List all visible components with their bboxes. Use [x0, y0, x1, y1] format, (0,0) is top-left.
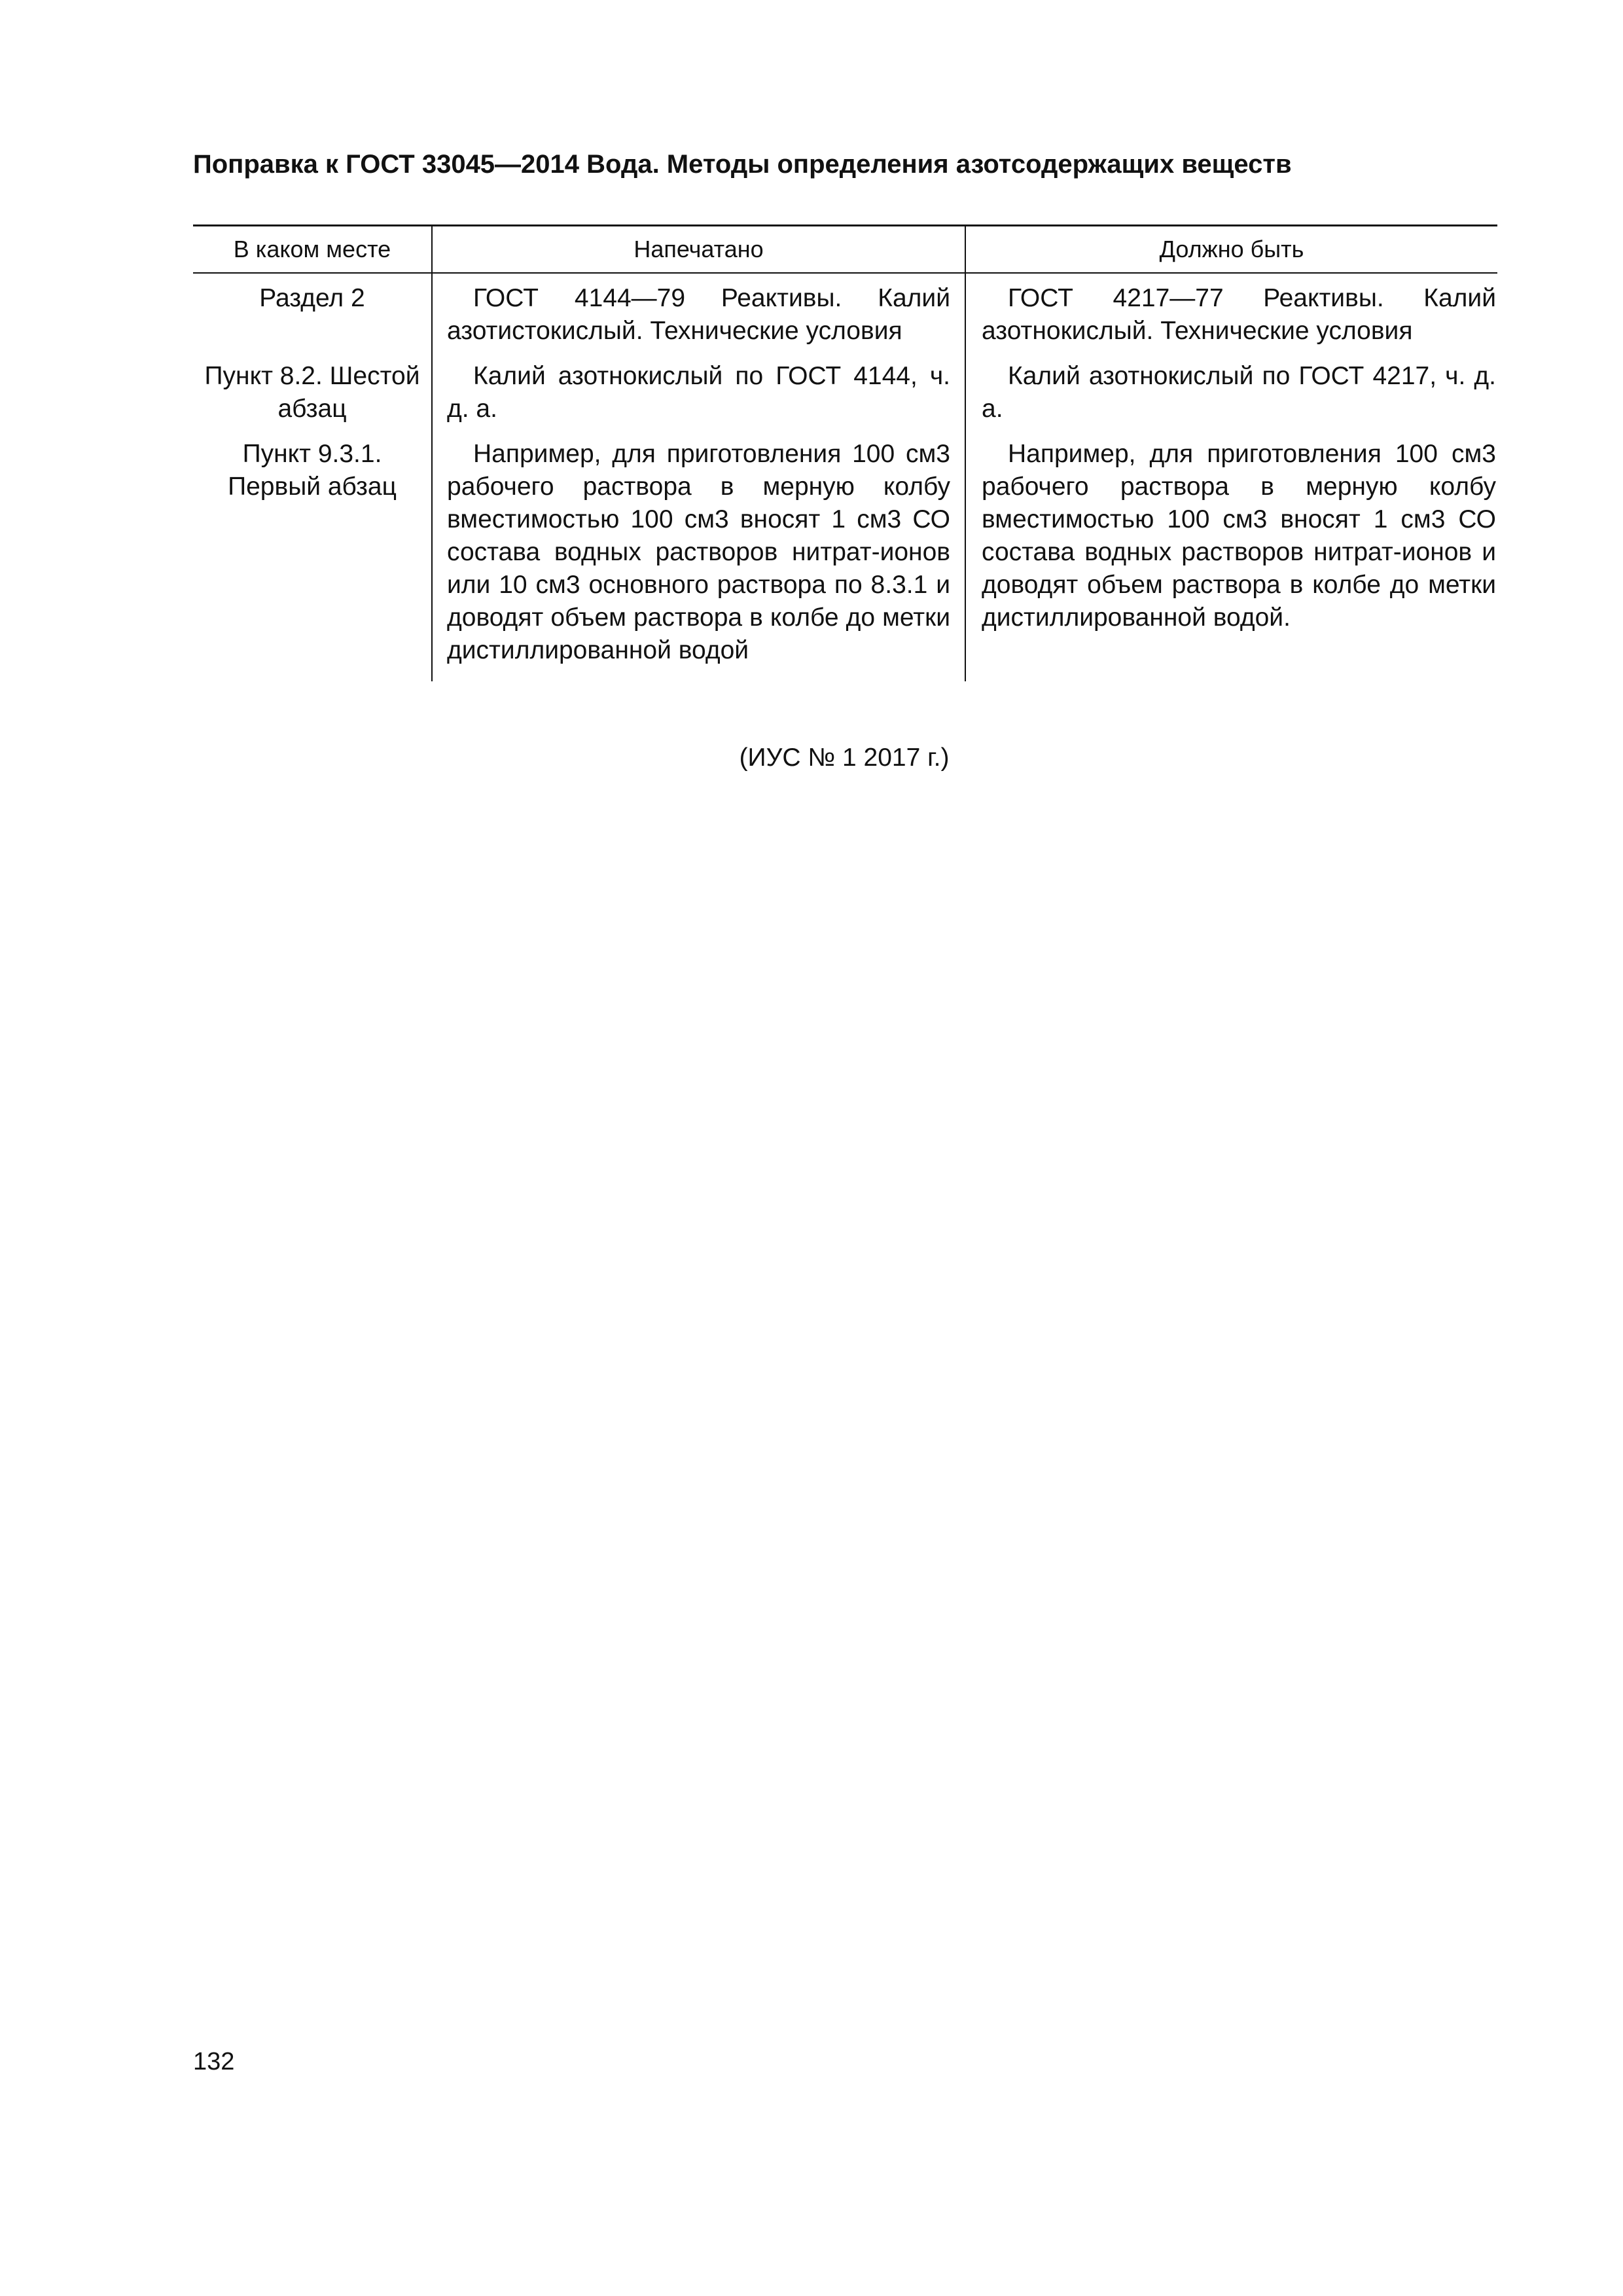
cell-should-be: ГОСТ 4217—77 Реактивы. Калий азотнокислый. Технические условия [965, 273, 1497, 351]
table-row [193, 429, 1497, 681]
correction-table [193, 224, 1497, 681]
cell-printed: Например, для приготовления 100 см3 рабочего раствора в мерную колбу вместимостью 100 см3 вносят 1 см3 СО состава водных растворов нитрат-ионов или 10 см3 основного раствора по 8.3.1 и доводят объем раствора в колбе до метки дистиллированной водой [432, 429, 965, 681]
cell-printed: ГОСТ 4144—79 Реактивы. Калий азотистокислый. Технические условия [432, 273, 965, 351]
table-row [193, 351, 1497, 429]
table-row [193, 273, 1497, 351]
source-note: (ИУС № 1 2017 г.) [739, 744, 950, 772]
header-printed: Напечатано [432, 226, 965, 274]
cell-place: Раздел 2 [259, 284, 365, 312]
header-place: В каком месте [193, 226, 432, 274]
cell-place: Пункт 9.3.1. Первый абзац [228, 440, 397, 501]
cell-should-be: Например, для приготовления 100 см3 рабочего раствора в мерную колбу вместимостью 100 см3 вносят 1 см3 СО состава водных растворов нитрат-ионов и доводят объем раствора в колбе до метки дистиллированной водой. [965, 429, 1497, 681]
table-header-row [193, 226, 1497, 274]
page-title: Поправка к ГОСТ 33045—2014 Вода. Методы определения азотсодержащих веществ [193, 150, 1292, 179]
cell-printed: Калий азотнокислый по ГОСТ 4144, ч. д. а. [432, 351, 965, 429]
header-should-be: Должно быть [965, 226, 1497, 274]
page-number: 132 [193, 2048, 235, 2075]
cell-should-be: Калий азотнокислый по ГОСТ 4217, ч. д. а. [965, 351, 1497, 429]
cell-place: Пункт 8.2. Шестой абзац [204, 362, 420, 423]
